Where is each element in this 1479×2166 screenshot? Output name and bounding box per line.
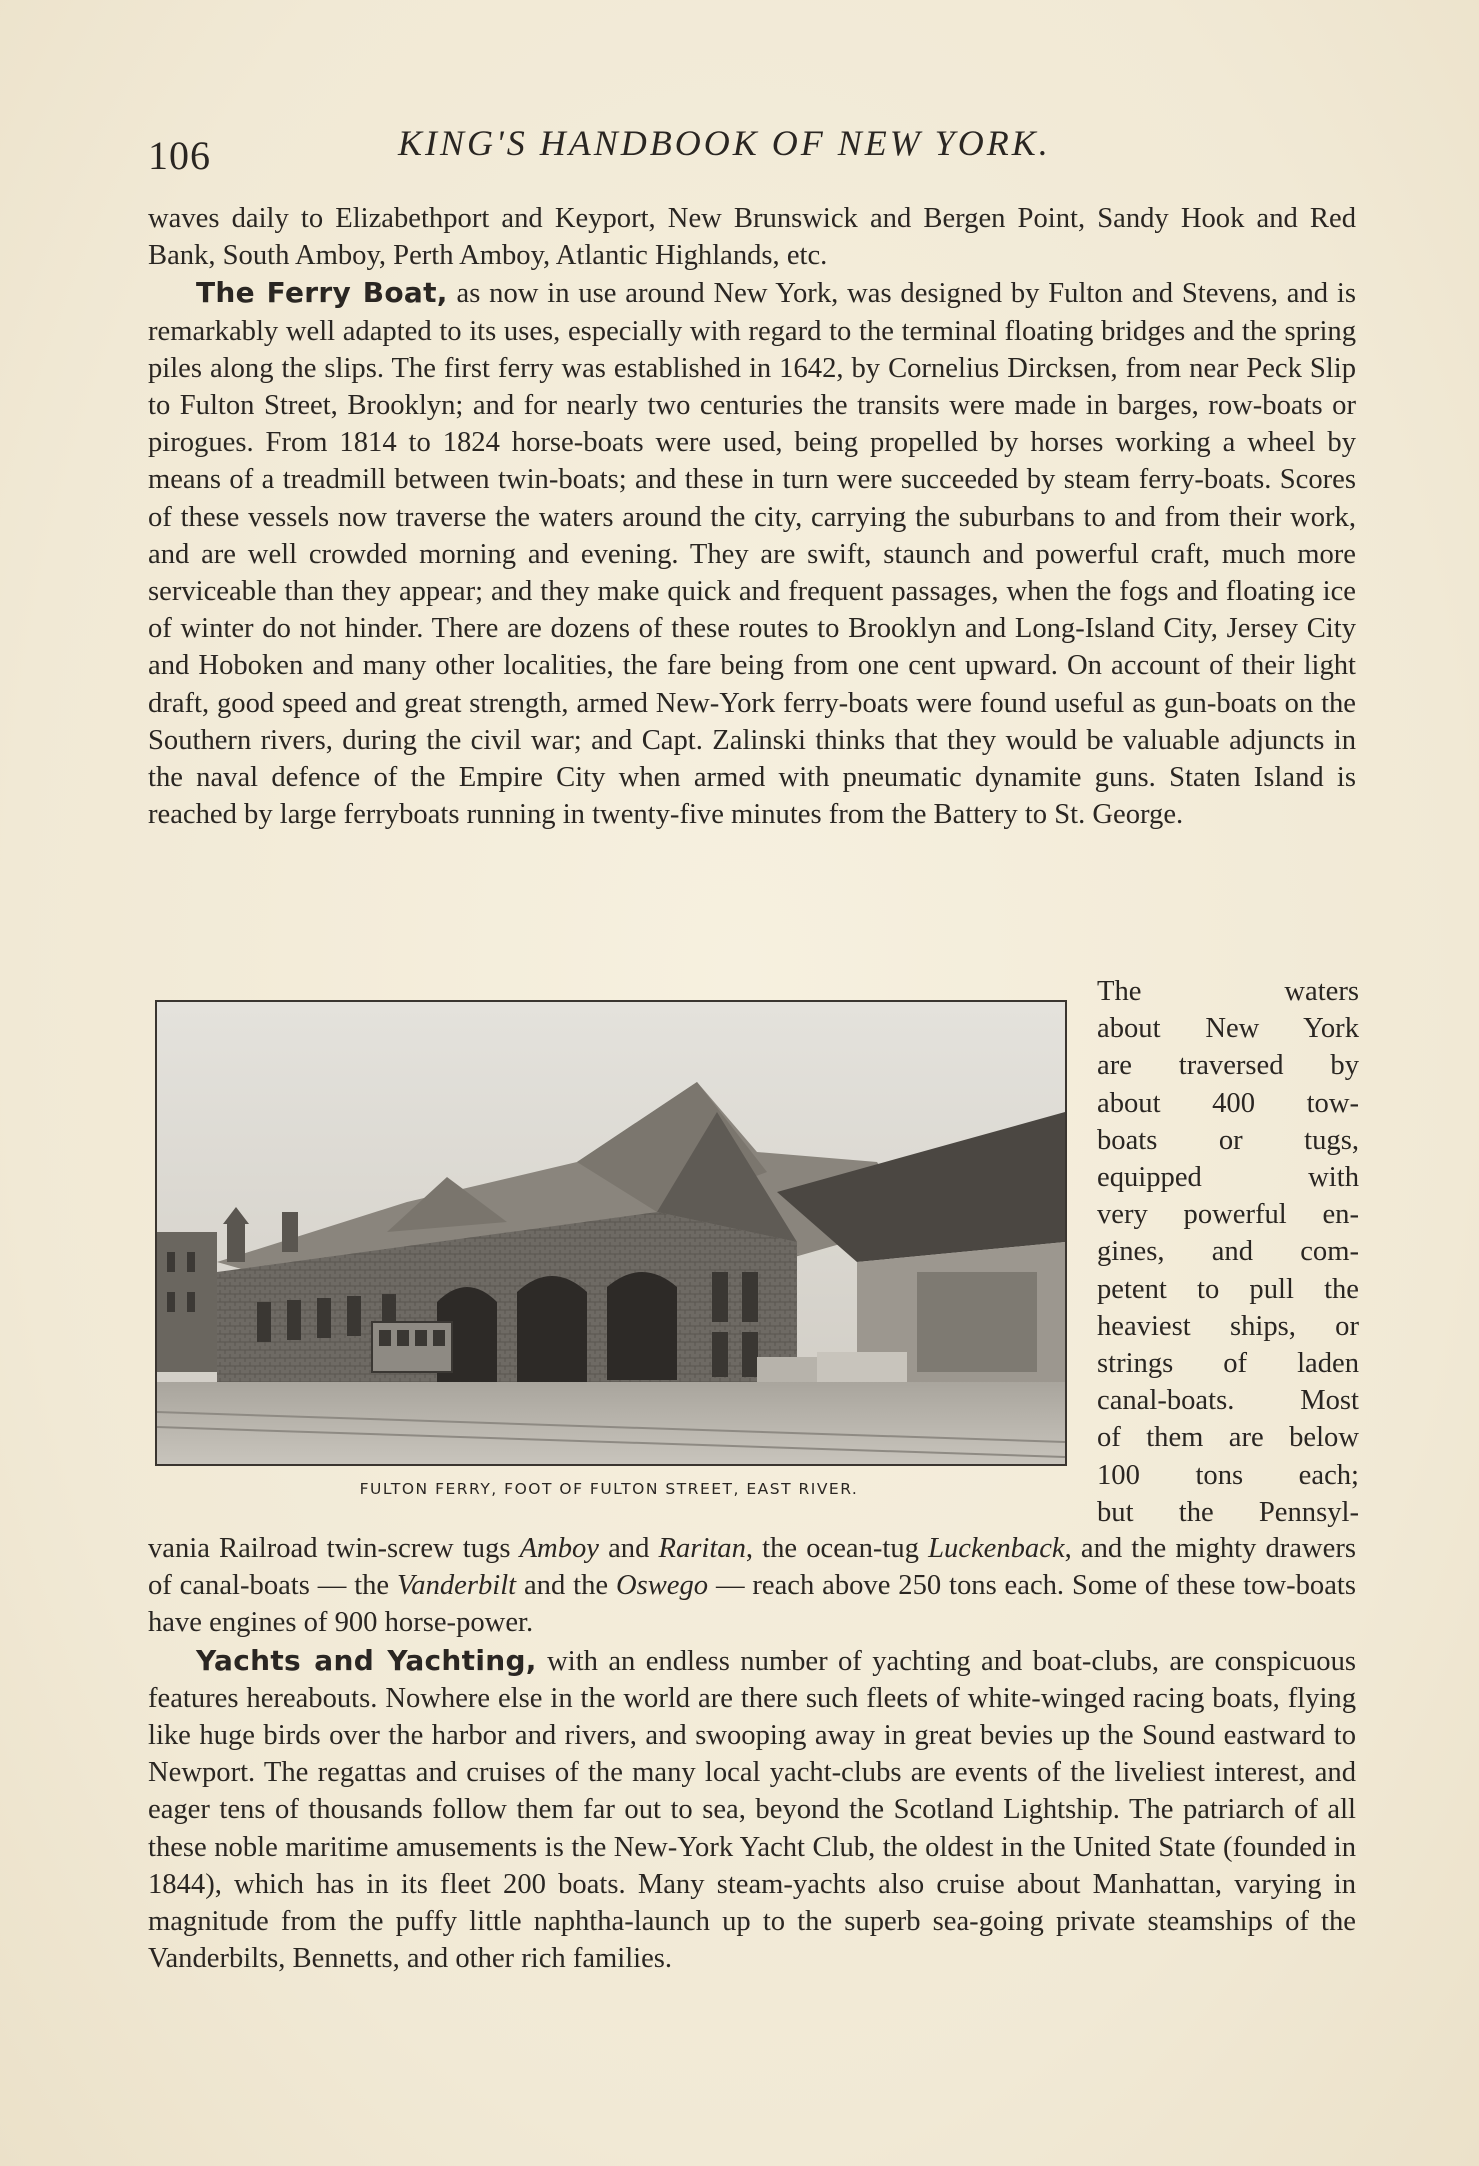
- vessel-name: Luckenback: [928, 1533, 1065, 1564]
- side-line: but the Pennsyl-: [1097, 1496, 1359, 1528]
- side-line: of them are below: [1097, 1422, 1359, 1454]
- side-line: about 400 tow-: [1097, 1087, 1359, 1119]
- tugs-text: , and the mighty drawers of canal-boats — the: [148, 1533, 1356, 1602]
- vessel-name: Vanderbilt: [396, 1570, 517, 1602]
- running-head: KING'S HANDBOOK OF NEW YORK.: [398, 123, 1051, 163]
- ferry-heading: The Ferry Boat,: [196, 276, 448, 310]
- ferry-paragraph: [148, 274, 1356, 833]
- side-column-text: [1097, 973, 1359, 1531]
- vessel-name: Raritan: [658, 1533, 746, 1564]
- side-line: boats or tugs,: [1097, 1124, 1359, 1156]
- side-line: strings of laden: [1097, 1348, 1359, 1380]
- figure-caption: FULTON FERRY, FOOT OF FULTON STREET, EAST RIVER.: [359, 1480, 859, 1498]
- side-line: are traversed by: [1097, 1050, 1359, 1082]
- tugs-text: — reach above 250 tons each. Some of these tow-boats have engines of 900 horse-power.: [148, 1570, 1356, 1639]
- side-line: gines, and com-: [1097, 1236, 1359, 1268]
- figure: [155, 1000, 1073, 1498]
- ferry-body: as now in use around New York, was designed by Fulton and Stevens, and is remarkably well adapted to its uses, especially with regard to the terminal floating bridges and the spring piles along the slips. The first ferry was established in 1642, by Cornelius Dircksen, from near Peck Slip to Fulton Street, Brooklyn; and for nearly two centuries the transits were made in barges, row-boats or pirogues. From 1814 to 1824 horse-boats were used, being propelled by horses working a wheel by means of a treadmill between twin-boats; and these in turn were succeeded by steam ferry-boats. Scores of these vessels now traverse the waters around the city, carrying the suburbans to and from their work, and are well crowded morning and evening. They are swift, staunch and powerful craft, much more serviceable than they appear; and they make quick and frequent passages, when the fogs and floating ice of winter do not hinder. There are dozens of these routes to Brooklyn and Long-Island City, Jersey City and Hoboken and many other localities, the fare being from one cent upward. On account of their light draft, good speed and great strength, armed New-York ferry-boats were found useful as gun-boats on the Southern rivers, during the civil war; and Capt. Zalinski thinks that they would be valuable adjuncts in the naval defence of the Empire City when armed with pneumatic dynamite guns. Staten Island is reached by large ferryboats running in twenty-five minutes from the Battery to St. George.: [148, 278, 1356, 831]
- page-header: [148, 122, 1358, 182]
- tugs-continuation: [148, 1530, 1356, 1642]
- page-number: 106: [148, 133, 211, 178]
- side-line: petent to pull the: [1097, 1273, 1359, 1305]
- intro-text: waves daily to Elizabethport and Keyport, New Brunswick and Bergen Point, Sandy Hook and Red Bank, South Amboy, Perth Amboy, Atlantic Highlands, etc.: [148, 203, 1356, 272]
- side-line: about New York: [1097, 1013, 1359, 1045]
- ferry-house-illustration: [157, 1002, 1065, 1464]
- tugs-text: and the: [516, 1570, 616, 1602]
- fulton-ferry-photo: [155, 1000, 1067, 1466]
- side-line: equipped with: [1097, 1162, 1359, 1194]
- side-line: 100 tons each;: [1097, 1459, 1359, 1491]
- tugs-text: vania Railroad twin-screw tugs: [148, 1533, 520, 1564]
- yachts-body: with an endless number of yachting and boat-clubs, are conspicuous features hereabouts. Nowhere else in the world are there such fleets of white-winged racing boats, flying like huge birds over the harbor and rivers, and swooping away in great bevies up the Sound eastward to Newport. The regattas and cruises of the many local yacht-clubs are events of the liveliest interest, and eager tens of thousands follow them far out to sea, beyond the Scotland Lightship. The patriarch of all these noble maritime amusements is the New-York Yacht Club, the oldest in the United State (founded in 1844), which has in its fleet 200 boats. Many steam-yachts also cruise about Manhattan, varying in magnitude from the puffy little naphtha-launch up to the superb sea-going private steamships of the Vanderbilts, Bennetts, and other rich families.: [148, 1645, 1356, 1975]
- body-text-top: [148, 200, 1356, 833]
- side-line: heaviest ships, or: [1097, 1310, 1359, 1342]
- yachts-paragraph: [148, 1642, 1356, 1978]
- vessel-name: Amboy: [519, 1533, 599, 1564]
- side-line: very powerful en-: [1097, 1199, 1359, 1231]
- side-line: canal-boats. Most: [1097, 1385, 1359, 1417]
- intro-paragraph: [148, 200, 1356, 274]
- body-text-bottom: [148, 1530, 1356, 1977]
- side-line: The waters: [1097, 976, 1359, 1007]
- tugs-text: and: [598, 1533, 659, 1564]
- tugs-text: , the ocean-tug: [745, 1533, 929, 1564]
- vessel-name: Oswego: [615, 1570, 709, 1602]
- yachts-heading: Yachts and Yachting,: [196, 1643, 537, 1677]
